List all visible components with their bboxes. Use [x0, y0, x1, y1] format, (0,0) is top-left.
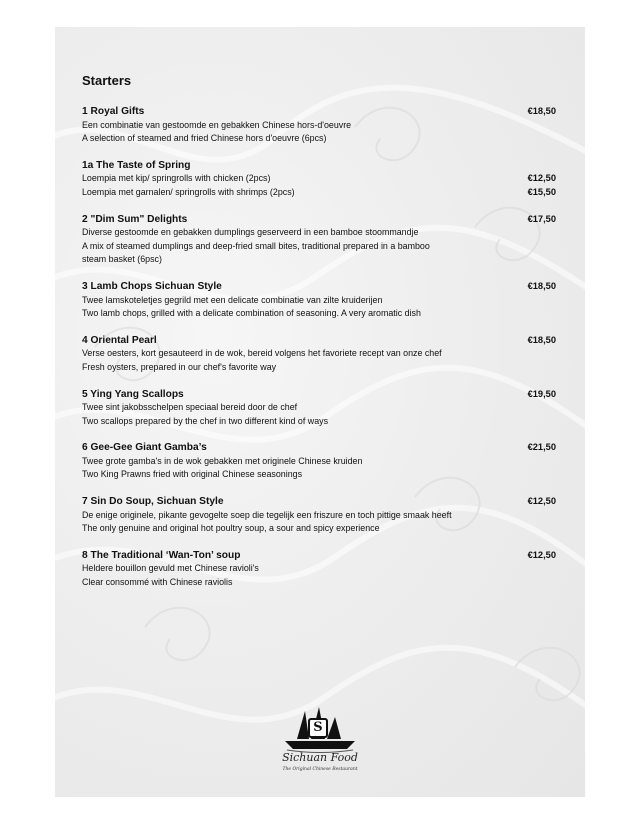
- menu-item-price: €18,50: [527, 334, 556, 345]
- menu-item-name: 2 "Dim Sum" Delights: [82, 213, 188, 225]
- logo-name: Sichuan Food: [282, 751, 358, 764]
- menu-item-price: €18,50: [527, 280, 556, 291]
- menu-item-name: 8 The Traditional ‘Wan-Ton’ soup: [82, 549, 241, 561]
- menu-page: [55, 27, 585, 797]
- menu-item-description: Two lamb chops, grilled with a delicate combination of seasoning. A very aromatic dish: [82, 308, 421, 319]
- menu-item-name: 6 Gee-Gee Giant Gamba’s: [82, 442, 207, 454]
- menu-item: [82, 280, 556, 321]
- menu-item-description: Two scallops prepared by the chef in two different kind of ways: [82, 415, 329, 426]
- menu-item-name: 7 Sin Do Soup, Sichuan Style: [82, 496, 224, 508]
- menu-item-description: Clear consommé with Chinese raviolis: [82, 577, 233, 588]
- menu-item-name: 3 Lamb Chops Sichuan Style: [82, 280, 222, 292]
- menu-item-price: €12,50: [527, 496, 556, 507]
- menu-item-description: Twee grote gamba's in de wok gebakken met originele Chinese kruiden: [82, 455, 363, 466]
- section-title: Starters: [82, 73, 132, 88]
- menu-item-price: €12,50: [527, 173, 556, 184]
- menu-item-description: A mix of steamed dumplings and deep-fried small bites, traditional prepared in a bamboo steam basket (6psc): [82, 240, 430, 265]
- menu-item-description: A selection of steamed and fried Chinese hors d'oeuvre (6pcs): [82, 133, 327, 144]
- menu-item: [82, 159, 556, 200]
- menu-item-name: 1 Royal Gifts: [82, 106, 145, 117]
- menu-item-description: Fresh oysters, prepared in our chef's favorite way: [82, 361, 277, 372]
- menu-item: [82, 495, 556, 536]
- menu-item-price: €21,50: [527, 442, 556, 453]
- logo-tagline: The Original Chinese Restaurant: [282, 767, 358, 772]
- menu-item-description: Diverse gestoomde en gebakken dumplings geserveerd in een bamboe stoommandje: [82, 227, 419, 238]
- menu-item-name: 4 Oriental Pearl: [82, 334, 157, 346]
- menu-item-name: 1a The Taste of Spring: [82, 159, 191, 171]
- restaurant-logo: [275, 703, 365, 783]
- menu-item-description: Een combinatie van gestoomde en gebakken Chinese hors-d'oeuvre: [82, 119, 352, 130]
- menu-item-price: €12,50: [527, 549, 556, 560]
- menu-item-description: Two King Prawns fried with original Chinese seasonings: [82, 469, 303, 480]
- menu-item: [82, 213, 556, 267]
- menu-items-list: [82, 105, 556, 603]
- menu-item-name: 5 Ying Yang Scallops: [82, 388, 184, 400]
- menu-item-description: Loempia met kip/ springrolls with chicken (2pcs): [82, 173, 271, 184]
- menu-item-description: Loempia met garnalen/ springrolls with shrimps (2pcs): [82, 186, 295, 197]
- menu-item: [82, 388, 556, 429]
- menu-item-description: De enige originele, pikante gevogelte soep die tegelijk een friszure en toch pittige smaak heeft: [82, 509, 452, 520]
- menu-item-description: Verse oesters, kort gesauteerd in de wok, bereid volgens het favoriete recept van onze chef: [82, 348, 442, 359]
- menu-item-price: €18,50: [527, 106, 556, 116]
- menu-item: [82, 334, 556, 375]
- logo-badge-letter: S: [313, 720, 323, 735]
- menu-item-description: Twee lamskoteletjes gegrild met een delicate combinatie van zilte kruiderijen: [82, 294, 383, 305]
- menu-item-price: €17,50: [527, 213, 556, 224]
- menu-item-description: The only genuine and original hot poultry soup, a sour and spicy experience: [82, 523, 380, 534]
- menu-item-price: €19,50: [527, 388, 556, 399]
- menu-item-description: Twee sint jakobsschelpen speciaal bereid door de chef: [82, 402, 298, 413]
- menu-item-price: €15,50: [527, 186, 556, 197]
- menu-item: [82, 549, 556, 590]
- menu-item: [82, 441, 556, 482]
- menu-item-description: Heldere bouillon gevuld met Chinese ravioli's: [82, 563, 259, 574]
- menu-item: [82, 105, 556, 146]
